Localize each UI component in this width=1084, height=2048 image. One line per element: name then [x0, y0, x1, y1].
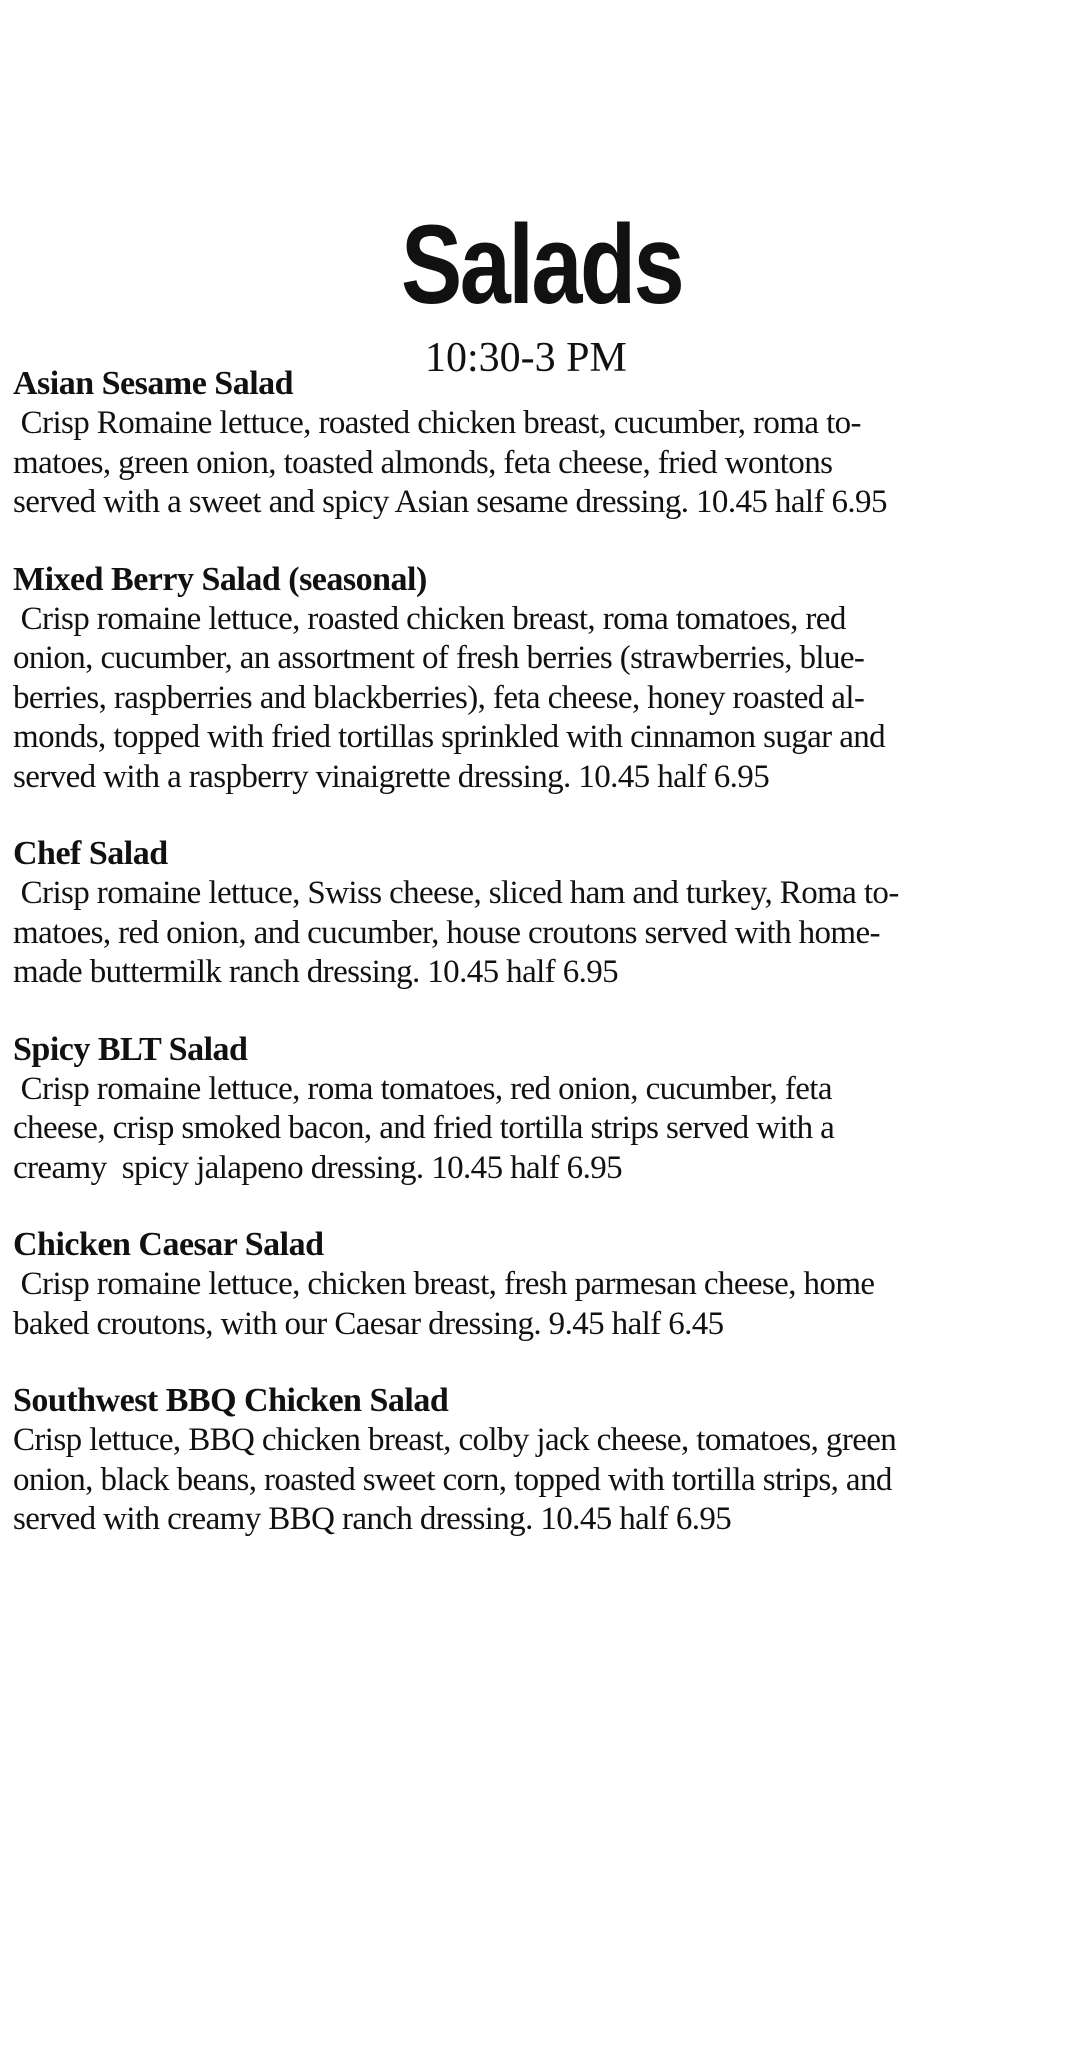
item-description-line: Crisp romaine lettuce, roasted chicken breast, roma tomatoes, red [13, 600, 846, 637]
item-description-line: made buttermilk ranch dressing. 10.45 half 6.95 [13, 954, 619, 990]
item-description-line: Crisp romaine lettuce, roma tomatoes, red onion, cucumber, feta [13, 1070, 832, 1107]
item-name: Southwest BBQ Chicken Salad [13, 1382, 449, 1419]
item-description-line: matoes, green onion, toasted almonds, feta cheese, fried wontons [13, 444, 833, 481]
serving-hours: 10:30-3 PM [425, 335, 627, 381]
item-description-line: onion, black beans, roasted sweet corn, topped with tortilla strips, and [13, 1461, 892, 1498]
menu-item-southwest-bbq-chicken-salad [13, 1381, 1077, 1540]
item-description-line: monds, topped with fried tortillas sprinkled with cinnamon sugar and [13, 719, 886, 755]
item-description-line: served with a sweet and spicy Asian sesame dressing. 10.45 half 6.95 [13, 484, 887, 520]
item-name: Chicken Caesar Salad [13, 1226, 324, 1263]
item-description-line: Crisp romaine lettuce, Swiss cheese, sliced ham and turkey, Roma to- [13, 875, 899, 911]
menu-item-mixed-berry-salad [13, 560, 1077, 798]
item-description-line: served with creamy BBQ ranch dressing. 10.45 half 6.95 [13, 1501, 732, 1537]
item-description-line: onion, cucumber, an assortment of fresh berries (strawberries, blue- [13, 640, 865, 676]
page-title: Salads [400, 202, 683, 327]
menu-item-spicy-blt-salad [13, 1030, 1077, 1189]
item-description-line: berries, raspberries and blackberries), feta cheese, honey roasted al- [13, 679, 865, 716]
menu-item-asian-sesame-salad [13, 364, 1077, 523]
item-name: Chef Salad [13, 835, 168, 872]
item-description-line: served with a raspberry vinaigrette dressing. 10.45 half 6.95 [13, 758, 770, 795]
salad-list [13, 364, 1077, 1577]
menu-item-chef-salad [13, 834, 1077, 993]
item-description-line: cheese, crisp smoked bacon, and fried tortilla strips served with a [13, 1110, 835, 1146]
item-name: Asian Sesame Salad [13, 365, 294, 402]
menu-item-chicken-caesar-salad [13, 1225, 1077, 1344]
item-description-line: Crisp romaine lettuce, chicken breast, fresh parmesan cheese, home [13, 1266, 875, 1302]
item-name: Mixed Berry Salad (seasonal) [13, 560, 427, 598]
item-description-line: Crisp lettuce, BBQ chicken breast, colby jack cheese, tomatoes, green [13, 1422, 897, 1458]
item-name: Spicy BLT Salad [13, 1030, 248, 1068]
item-description-line: baked croutons, with our Caesar dressing. 9.45 half 6.45 [13, 1305, 724, 1342]
item-description-line: matoes, red onion, and cucumber, house croutons served with home- [13, 914, 880, 951]
item-description-line: Crisp Romaine lettuce, roasted chicken breast, cucumber, roma to- [13, 405, 861, 441]
item-description-line: creamy spicy jalapeno dressing. 10.45 half 6.95 [13, 1149, 623, 1186]
